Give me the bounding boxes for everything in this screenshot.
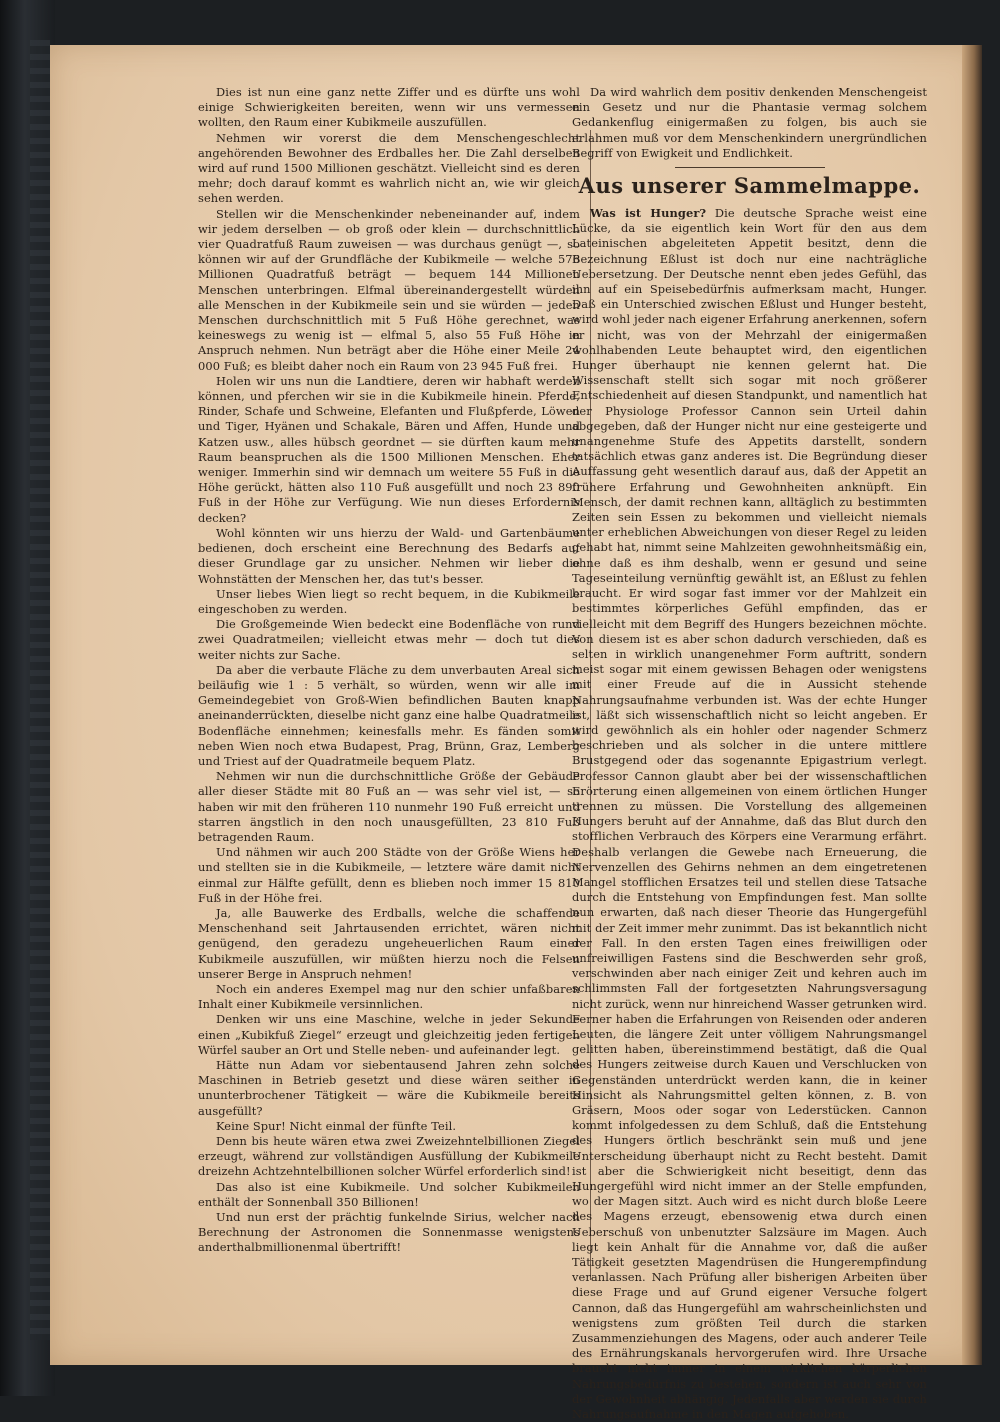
paragraph: Denken wir uns eine Maschine, welche in jeder Sekunde einen „Kubikfuß Ziegel“ erzeugt und gleichzeitig jeden fertigen Würfel sauber an Ort und Stelle neben- und aufeinander legt. [198, 1012, 580, 1057]
paragraph: Das also ist eine Kubikmeile. Und solcher Kubikmeilen enthält der Sonnenball 350 Billionen! [198, 1179, 580, 1209]
article-body: Die deutsche Sprache weist eine Lücke, da sie eigentlich kein Wort für den aus dem Lateinischen abgeleiteten Appetit besitzt, denn die Bezeichnung Eßlust ist doch nur eine nachträgliche Uebersetzung. Der Deutsche nennt eben jedes Gefühl, das ihn auf ein Speisebedürfnis aufmerksam macht, Hunger. Daß ein Unterschied zwischen Eßlust und Hunger besteht, wird wohl jeder nach eigener Erfahrung anerkennen, sofern er nicht, was von der Mehrzahl der einigermaßen wohlhabenden Leute behauptet wird, den eigentlichen Hunger überhaupt nie kennen gelernt hat. Die Wissenschaft stellt sich sogar mit noch größerer Entschiedenheit auf diesen Standpunkt, und namentlich hat der Physiologe Professor Cannon sein Urteil dahin abgegeben, daß der Hunger nicht nur eine gesteigerte und unangenehme Stufe des Appetits darstellt, sondern tatsächlich etwas ganz anderes ist. Die Begründung dieser Auffassung geht wesentlich darauf aus, daß der Appetit an frühere Erfahrung und Gewohnheiten anknüpft. Ein Mensch, der damit rechnen kann, alltäglich zu bestimmten Zeiten sein Essen zu bekommen und vielleicht niemals unter erheblichen Abweichungen von dieser Regel zu leiden gehabt hat, nimmt seine Mahlzeiten gewohnheitsmäßig ein, ohne daß es ihm deshalb, wenn er gesund und seine Tageseinteilung vernünftig gewählt ist, an Eßlust zu fehlen braucht. Er wird sogar fast immer vor der Mahlzeit ein bestimmtes körperliches Gefühl empfinden, das er vielleicht mit dem Begriff des Hungers bezeichnen möchte. Von diesem ist es aber schon dadurch verschieden, daß es selten in wirklich unangenehmer Form auftritt, sondern meist sogar mit einem gewissen Behagen oder wenigstens mit einer Freude auf die in Aussicht stehende Nahrungsaufnahme verbunden ist. Was der echte Hunger ist, läßt sich wissenschaftlich nicht so leicht angeben. Er wird gewöhnlich als ein hohler oder nagender Schmerz beschrieben und als solcher in die untere mittlere Brustgegend oder das sogenannte Epigastrium verlegt. Professor Cannon glaubt aber bei der wissenschaftlichen Erörterung einen allgemeinen von einem örtlichen Hunger trennen zu müssen. Die Vorstellung des allgemeinen Hungers beruht auf der Annahme, daß das Blut durch den stofflichen Verbrauch des Körpers eine Verarmung erfährt. Deshalb verlangen die Gewebe nach Erneuerung, die Nervenzellen des Gehirns nehmen an dem eingetretenen Mangel stofflichen Ersatzes teil und stellen diese Tatsache durch die Entstehung von Empfindungen fest. Man sollte nun erwarten, daß nach dieser Theorie das Hungergefühl mit der Zeit immer mehr zunimmt. Das ist bekanntlich nicht der Fall. In den ersten Tagen eines freiwilligen oder unfreiwilligen Fastens sind die Beschwerden sehr groß, verschwinden aber nach einiger Zeit und kehren auch im schlimmsten Fall der fortgesetzten Nahrungsversagung nicht zurück, wenn nur hinreichend Wasser getrunken wird. Ferner haben die Erfahrungen von Reisenden oder anderen Leuten, die längere Zeit unter völligem Nahrungsmangel gelitten haben, übereinstimmend bestätigt, daß die Qual des Hungers zeitweise durch Kauen und Verschlucken von Gegenständen unterdrückt werden kann, die in keiner Hinsicht als Nahrungsmittel gelten können, z. B. von Gräsern, Moos oder sogar von Lederstücken. Cannon kommt infolgedessen zu dem Schluß, daß die Entstehung des Hungers örtlich beschränkt sein muß und jene Unterscheidung überhaupt nicht zu Recht besteht. Damit ist aber die Schwierigkeit nicht beseitigt, denn das Hungergefühl wird nicht immer an der Stelle empfunden, wo der Magen sitzt. Auch wird es nicht durch bloße Leere des Magens erzeugt, ebensowenig etwa durch einen Ueberschuß von unbenutzter Salzsäure im Magen. Auch liegt kein Anhalt für die Annahme vor, daß die außer Tätigkeit gesetzten Magendrüsen die Hungerempfindung veranlassen. Nach Prüfung aller bisherigen Arbeiten über diese Frage und auf Grund eigener Versuche folgert Cannon, daß das Hungergefühl am wahrscheinlichsten und wenigstens zum größten Teil durch die starken Zusammenziehungen des Magens, oder auch anderer Teile des Ernährungskanals hervorgerufen wird. Ihre Ursache braucht nicht immer in einem wirklichen körperlichen Nahrungsbedürfnis zu bestehen, sondern ist auch sehr von der Gewohnheit abhängig. Jedenfalls aber werden sie durch Nahrungsaufnahme in den Magen aufgehoben. [572, 206, 927, 1422]
page-edge [962, 45, 982, 1365]
paragraph: Noch ein anderes Exempel mag nur den schier unfaßbaren Inhalt einer Kubikmeile versinnlichen. [198, 981, 580, 1012]
paragraph: Denn bis heute wären etwa zwei Zweizehntelbillionen Ziegel erzeugt, während zur vollständigen Ausfüllung der Kubikmeile dreizehn Achtzehntelbillionen solcher Würfel erforderlich sind! [198, 1134, 580, 1179]
paragraph: Unser liebes Wien liegt so recht bequem, in die Kubikmeile eingeschoben zu werden. [198, 586, 580, 616]
paragraph: Und nähmen wir auch 200 Städte von der Größe Wiens her und stellten sie in die Kubikmeile, — letztere wäre damit nicht einmal zur Hälfte gefüllt, denn es blieben noch immer 15 810 Fuß in der Höhe frei. [198, 845, 580, 905]
intro-paragraph: Da wird wahrlich dem positiv denkenden Menschengeist ein Gesetz und nur die Phantasie vermag solchem Gedankenflug einigermaßen zu folgen, bis auch sie erlahmen muß vor dem Menschenkindern unergründlichen Begriff von Ewigkeit und Endlichkeit. [572, 85, 927, 160]
paragraph: Wohl könnten wir uns hierzu der Wald- und Gartenbäume bedienen, doch erscheint eine Berechnung des Bedarfs auf dieser Grundlage gar zu unsicher. Nehmen wir lieber die Wohnstätten der Menschen her, das tut's besser. [198, 525, 580, 586]
article-paragraph [572, 206, 927, 1422]
book-binding [0, 0, 55, 1396]
paragraph: Dies ist nun eine ganz nette Ziffer und es dürfte uns wohl einige Schwierigkeiten bereiten, wenn wir uns vermessen wollten, den Raum einer Kubikmeile auszufüllen. [198, 85, 580, 130]
paragraph: Keine Spur! Nicht einmal der fünfte Teil. [216, 1118, 457, 1133]
left-column [148, 85, 580, 1285]
paragraph: Die Großgemeinde Wien bedeckt eine Bodenfläche von rund zwei Quadratmeilen; vielleicht etwas mehr — doch tut dies weiter nichts zur Sache. [198, 617, 580, 662]
section-title: Aus unserer Sammelmappe. [578, 173, 921, 199]
right-column [572, 85, 927, 1422]
paragraph: Da aber die verbaute Fläche zu dem unverbauten Areal sich beiläufig wie 1 : 5 verhält, so würden, wenn wir alle im Gemeindegebiet von Groß-Wien befindlichen Bauten knapp aneinanderrückten, dieselbe nicht ganz eine halbe Quadratmeile Bodenfläche einnehmen; keinesfalls mehr. Es fänden somit neben Wien noch etwa Budapest, Prag, Brünn, Graz, Lemberg und Triest auf der Quadratmeile bequem Platz. [198, 662, 580, 768]
paragraph: Ja, alle Bauwerke des Erdballs, welche die schaffende Menschenhand seit Jahrtausenden errichtet, wären nicht genügend, den geradezu ungeheuerlichen Raum einer Kubikmeile auszufüllen, wir müßten hierzu noch die Felsen unserer Berge in Anspruch nehmen! [198, 905, 580, 981]
paragraph: Stellen wir die Menschenkinder nebeneinander auf, indem wir jedem derselben — ob groß oder klein — durchschnittlich vier Quadratfuß Raum zuweisen — was durchaus genügt —, so können wir auf der Grundfläche der Kubikmeile — welche 576 Millionen Quadratfuß beträgt — bequem 144 Millionen Menschen unterbringen. Elfmal übereinandergestellt würden alle Menschen in der Kubikmeile sein und sie würden — jeden Menschen durchschnittlich mit 5 Fuß Höhe gerechnet, was keineswegs zu wenig ist — elfmal 5, also 55 Fuß Höhe in Anspruch nehmen. Nun beträgt aber die Höhe einer Meile 24 000 Fuß; es bleibt daher noch ein Raum von 23 945 Fuß frei. [198, 206, 580, 373]
paragraph: Nehmen wir vorerst die dem Menschengeschlecht angehörenden Bewohner des Erdballes her. Die Zahl derselben wird auf rund 1500 Millionen geschätzt. Vielleicht sind es deren mehr; doch darauf kommt es wahrlich nicht an, wie wir gleich sehen werden. [198, 130, 580, 206]
paragraph: Holen wir uns nun die Landtiere, deren wir habhaft werden können, und pferchen wir sie in die Kubikmeile hinein. Pferde, Rinder, Schafe und Schweine, Elefanten und Flußpferde, Löwen und Tiger, Hyänen und Schakale, Bären und Affen, Hunde und Katzen usw., alles hübsch geordnet — sie dürften kaum mehr Raum beanspruchen als die 1500 Millionen Menschen. Eher weniger. Immerhin sind wir demnach um weitere 55 Fuß in die Höhe gerückt, hätten also 110 Fuß ausgefüllt und noch 23 890 Fuß in der Höhe zur Verfügung. Wie nun dieses Erfordernis decken? [198, 373, 580, 525]
section-rule [675, 167, 825, 168]
paragraph: Hätte nun Adam vor siebentausend Jahren zehn solche Maschinen in Betrieb gesetzt und diese wären seither in ununterbrochener Tätigkeit — wäre die Kubikmeile bereits ausgefüllt? [198, 1058, 580, 1118]
paragraph: Nehmen wir nun die durchschnittliche Größe der Gebäude aller dieser Städte mit 80 Fuß an — was sehr viel ist, — so haben wir mit den früheren 110 nunmehr 190 Fuß erreicht und starren ängstlich in den noch unausgefüllten, 23 810 Fuß betragenden Raum. [198, 769, 580, 844]
paragraph: Und nun erst der prächtig funkelnde Sirius, welcher nach Berechnung der Astronomen die Sonnenmasse wenigstens anderthalbmillionenmal übertrifft! [198, 1210, 580, 1255]
article-lead: Was ist Hunger? [590, 206, 707, 221]
